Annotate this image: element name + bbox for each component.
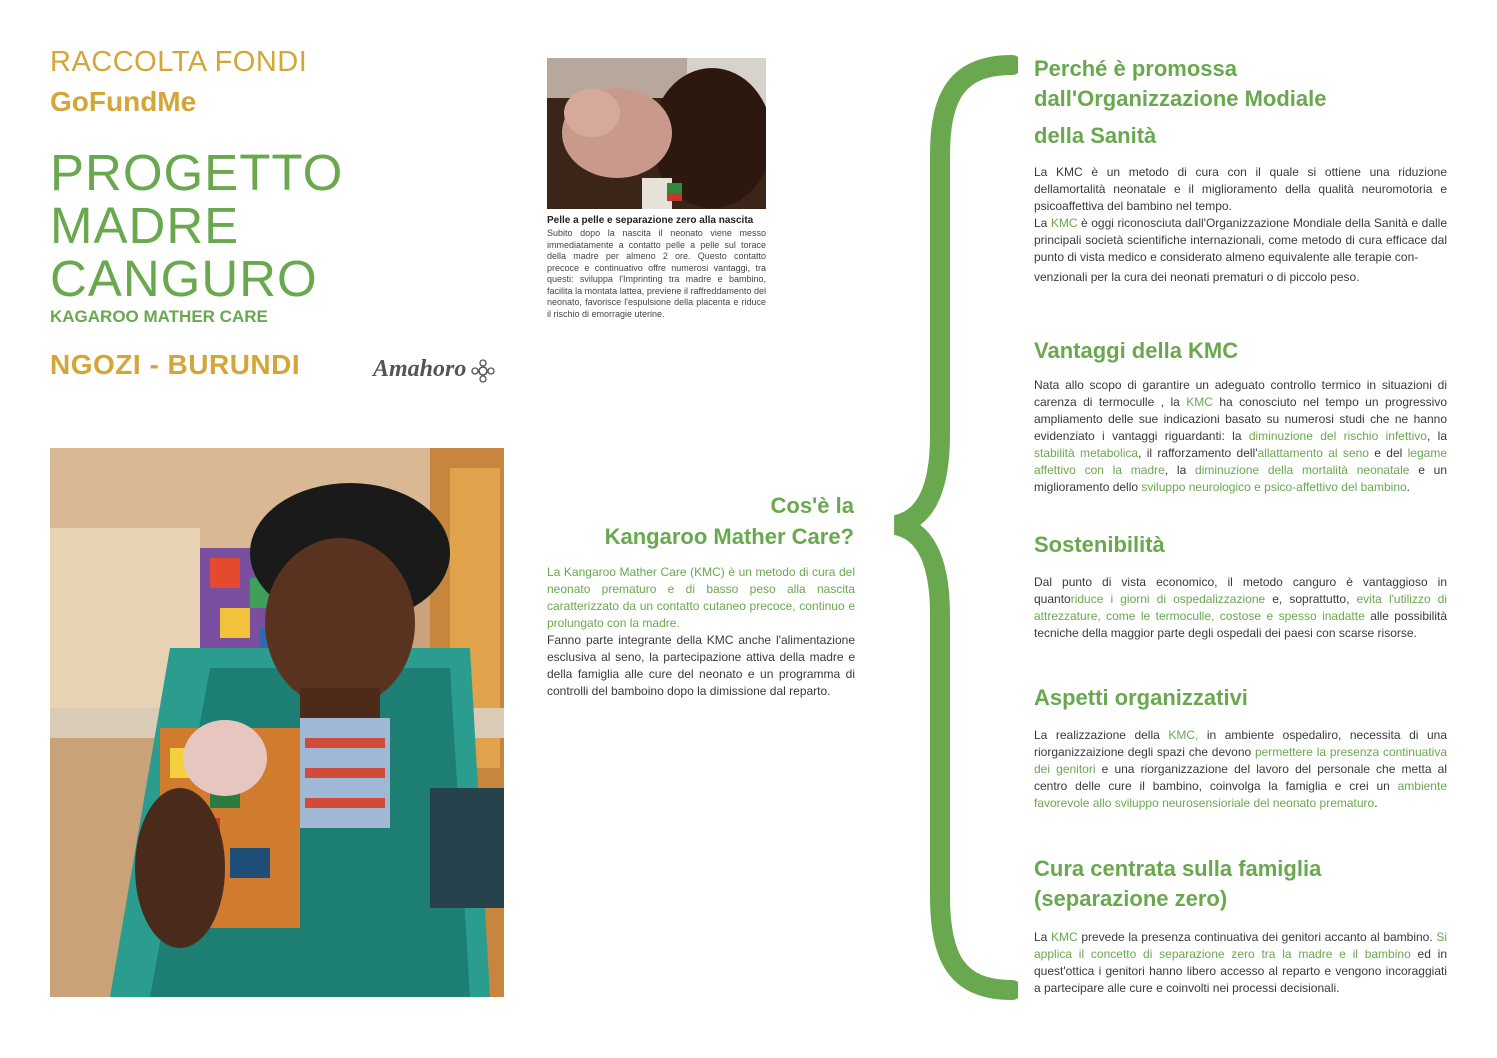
kmc-question-title-line-2: Kangaroo Mather Care?: [604, 524, 854, 549]
section-title-cura-line-1: Cura centrata sulla famiglia: [1034, 856, 1322, 881]
fundraising-label: RACCOLTA FONDI: [50, 46, 308, 78]
project-title-line-1: PROGETTO: [50, 144, 344, 201]
section-title-aspetti: Aspetti organizzativi: [1034, 685, 1248, 710]
sostenibilita-paragraph: Dal punto di vista economico, il metodo canguro è vantaggioso in quantoriduce i giorni di ospedalizzazione e, soprattutto, evita l'utilizzo di attrezzature, come le termoculle, costose e spesso inadatte alle possibilità tecniche della maggior parte degli ospedali dei paesi con scarse risorse.: [1034, 575, 1448, 640]
amahoro-logo: Amahoro: [373, 356, 467, 382]
perche-paragraph-2: La KMC è oggi riconosciuta dall'Organizzazione Mondiale della Sanità e dalle principali società scientifiche internazionali, come metodo di cura efficace dal punto di vista medico e considerato almeno equivalente alle terapie con-: [1034, 216, 1448, 264]
kmc-definition-plain: Fanno parte integrante della KMC anche l'alimentazione esclusiva al seno, la partecipazione attiva della madre e della famiglia alle cure del neonato e un programma di controlli del bamboino dopo la dimissione dal reparto.: [547, 633, 855, 698]
caption-title: Pelle a pelle e separazione zero alla nascita: [547, 215, 754, 226]
section-title-cura-line-2: (separazione zero): [1034, 886, 1228, 911]
kmc-question-title-line-1: Cos'è la: [770, 493, 854, 518]
section-title-cura: [1034, 854, 1321, 914]
location-label: NGOZI - BURUNDI: [50, 349, 301, 380]
perche-paragraph-1: La KMC è un metodo di cura con il quale si ottiene una riduzione dellamortalità neonatale e il miglioramento della qualità neuromotoria e psicoaffettiva del bambino nel tempo.: [1034, 165, 1447, 213]
project-title-line-2: MADRE: [50, 197, 240, 254]
project-title-line-3: CANGURO: [50, 250, 318, 307]
project-subtitle: KAGAROO MATHER CARE: [50, 307, 268, 326]
mother-baby-photo: [50, 448, 504, 997]
section-title-perche: [1034, 54, 1327, 114]
vantaggi-paragraph: Nata allo scopo di garantire un adeguato controllo termico in situazioni di carenza di termoculle , la KMC ha conosciuto nel tempo un progressivo ampliamento delle sue indicazioni basato su numerosi studi che ne hanno evidenziato i vantaggi riguardanti: la diminuzione del rischio infettivo, la stabilità metabolica, il rafforzamento dell'allattamento al seno e del legame affettivo con la madre, la diminuzione della mortalità neonatale e un miglioramento dello sviluppo neurologico e psico-affettivo del bambino.: [1034, 378, 1448, 494]
section-title-vantaggi: Vantaggi della KMC: [1034, 338, 1239, 363]
logo-flower-icon: [470, 358, 496, 384]
curly-brace-divider: [888, 55, 1018, 1000]
kmc-definition-green: La Kangaroo Mather Care (KMC) è un metodo di cura del neonato prematuro e di basso peso alla nascita caratterizzato da un contatto cutaneo precoce, continuo e prolungato con la madre.: [547, 565, 855, 630]
section-title-sostenibilita: Sostenibilità: [1034, 532, 1165, 557]
perche-paragraph-3: venzionali per la cura dei neonati prematuri o di piccolo peso.: [1034, 270, 1360, 284]
kmc-definition: [547, 564, 855, 700]
aspetti-paragraph: La realizzazione della KMC, in ambiente ospedaliro, necessita di una riorganizzaizione degli spazi che devono permettere la presenza continuativa dei genitori e una riorganizzazione del lavoro del personale che metta al centro delle cure il bambino, coinvolga la famiglia e crei un ambiente favorevole allo sviluppo neurosensioriale del neonato prematuro.: [1034, 728, 1448, 810]
section-title-perche-line-1: Perché è promossa: [1034, 56, 1237, 81]
section-title-perche-line-2: dall'Organizzazione Modiale: [1034, 86, 1327, 111]
project-title: [50, 146, 343, 305]
gofundme-label: GoFundMe: [50, 86, 197, 117]
skin-to-skin-photo: [547, 58, 766, 209]
kmc-question-title: [548, 490, 854, 552]
cura-paragraph: La KMC prevede la presenza continuativa dei genitori accanto al bambino. Si applica il concetto di separazione zero tra la madre e il bambino ed in quest'ottica i genitori hanno libero accesso al reparto e vengono incoraggiati a partecipare alle cure e coinvolti nei processi decisionali.: [1034, 930, 1447, 995]
caption-body: Subito dopo la nascita il neonato viene messo immediatamente a contatto pelle a pelle sul torace della madre per almeno 2 ore. Questo contatto precoce e continuativo offre numerosi vantaggi, tra questi: sviluppa l'Imprinting tra madre e bambino, facilita la montata lattea, previene il raffreddamento del neonato, favorisce l'espulsione della placenta e riduce il rischio di emorragie uterine.: [547, 228, 766, 319]
section-title-perche-line-3: della Sanità: [1034, 123, 1157, 148]
